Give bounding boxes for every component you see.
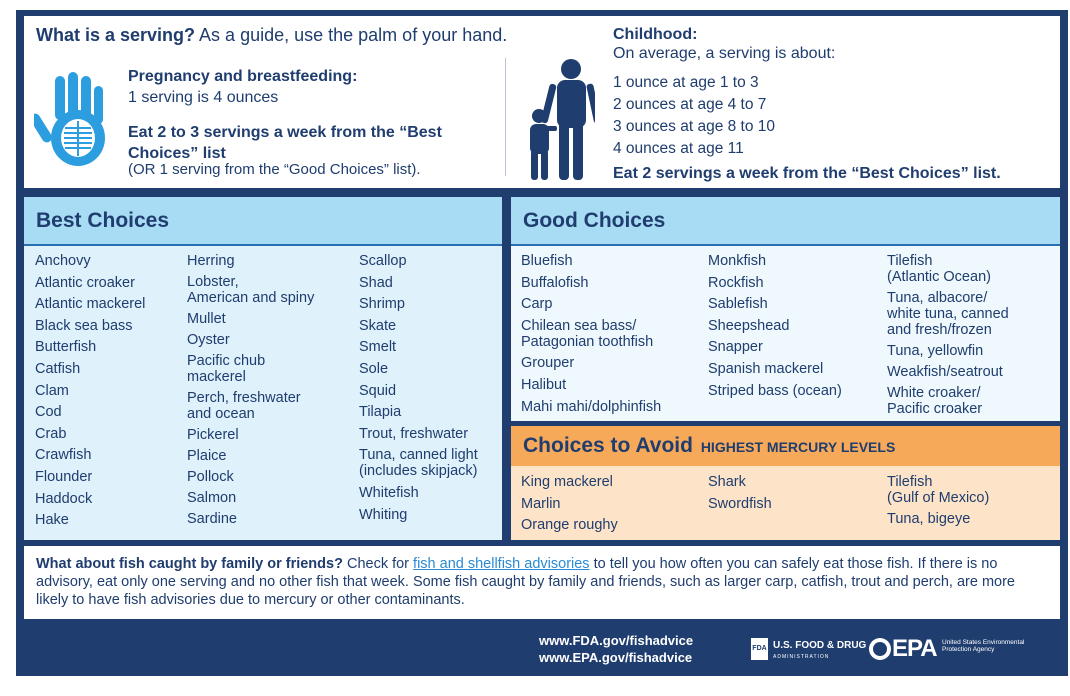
- fish-item: Swordfish: [708, 495, 772, 512]
- fish-item: Sheepshead: [708, 317, 790, 334]
- fish-item: Pacific chub mackerel: [187, 353, 266, 385]
- pregnancy-eat: Eat 2 to 3 servings a week from the “Best Choices” list: [128, 124, 442, 162]
- fish-item: Pickerel: [187, 427, 239, 443]
- childhood-age-list: [613, 72, 775, 160]
- fish-item: Sardine: [187, 511, 237, 527]
- best-col-1: [35, 253, 145, 528]
- fish-item: Shad: [359, 274, 393, 291]
- pregnancy-or-note: (OR 1 serving from the “Good Choices” list).: [128, 161, 421, 178]
- family-text-after: to tell you how often you can safely eat those fish. If there is no advisory, eat only one serving and no other fish that week. Some fish caught by family and friends, such as larger carp, catfish, trout and perch, are more likely to have fish advisories due to mercury or other contaminants.: [36, 556, 1015, 608]
- children-silhouette-icon: [519, 58, 595, 184]
- good-col-2: [708, 253, 842, 399]
- fish-item: Scallop: [359, 253, 407, 269]
- fish-item: Tilapia: [359, 404, 402, 421]
- good-col-1: [521, 253, 661, 415]
- fda-name: [773, 641, 866, 662]
- fish-item: Sole: [359, 360, 389, 377]
- best-choices-title: Best Choices: [36, 209, 170, 232]
- fish-item: Cod: [35, 404, 62, 421]
- family-paragraph: [36, 555, 1046, 609]
- fda-name-text: U.S. FOOD & DRUG: [773, 640, 867, 651]
- avoid-title-text: Choices to Avoid: [523, 434, 693, 457]
- fish-item: Mullet: [187, 311, 226, 327]
- pregnancy-serving: 1 serving is 4 ounces: [128, 89, 279, 106]
- fish-item: Lobster, American and spiny: [187, 274, 315, 306]
- fish-item: Mahi mahi/dolphinfish: [521, 398, 662, 415]
- fish-item: Black sea bass: [35, 317, 133, 334]
- fda-name-sub: ADMINISTRATION: [773, 654, 830, 660]
- fish-item: Oyster: [187, 332, 230, 348]
- fish-item: Perch, freshwater and ocean: [187, 390, 301, 422]
- fish-item: Monkfish: [708, 253, 767, 269]
- fish-item: Tilefish (Gulf of Mexico): [887, 474, 990, 506]
- fda-logo: FDA: [751, 638, 768, 660]
- hand-icon: [34, 72, 118, 168]
- fish-item: Flounder: [35, 468, 93, 485]
- best-choices-panel: [24, 197, 502, 540]
- fish-item: Tuna, albacore/ white tuna, canned and fresh/frozen: [887, 290, 1009, 338]
- fish-item: Striped bass (ocean): [708, 382, 842, 399]
- fish-item: Halibut: [521, 376, 567, 393]
- fish-item: Chilean sea bass/ Patagonian toothfish: [521, 317, 654, 350]
- avoid-col-1: [521, 474, 618, 533]
- fish-item: Weakfish/seatrout: [887, 364, 1003, 380]
- fish-item: Shrimp: [359, 296, 405, 313]
- fish-item: Hake: [35, 512, 69, 529]
- avoid-title: [523, 434, 895, 458]
- fish-item: Crab: [35, 425, 67, 442]
- age-item: 2 ounces at age 4 to 7: [613, 96, 767, 113]
- serving-heading: [36, 26, 507, 46]
- family-question: What about fish caught by family or friends?: [36, 556, 343, 572]
- fish-item: Herring: [187, 253, 235, 269]
- childhood-heading: Childhood:: [613, 26, 698, 43]
- fish-item: Atlantic mackerel: [35, 296, 146, 313]
- fish-item: Carp: [521, 296, 553, 313]
- fish-item: Crawfish: [35, 447, 92, 464]
- fish-item: Grouper: [521, 355, 575, 372]
- avoid-col-2: [708, 474, 772, 512]
- family-text-before: Check for: [342, 556, 414, 572]
- fish-item: Tuna, bigeye: [887, 511, 971, 527]
- fish-item: Bluefish: [521, 253, 573, 269]
- best-col-3: [359, 253, 478, 523]
- epa-subtitle: United States Environmental Protection Agency: [942, 639, 1025, 653]
- fish-item: Atlantic croaker: [35, 274, 135, 291]
- fish-item: Haddock: [35, 490, 93, 507]
- fish-item: Anchovy: [35, 253, 91, 269]
- section-divider: [505, 58, 506, 176]
- pregnancy-heading: Pregnancy and breastfeeding:: [128, 68, 358, 85]
- serving-guide: As a guide, use the palm of your hand.: [195, 25, 508, 45]
- fish-item: King mackerel: [521, 474, 613, 490]
- fish-item: Squid: [359, 382, 397, 399]
- avoid-panel: [511, 426, 1060, 540]
- age-item: 4 ounces at age 11: [613, 140, 744, 157]
- age-item: 1 ounce at age 1 to 3: [613, 74, 759, 91]
- fda-url-link[interactable]: www.FDA.gov/fishadvice: [539, 633, 694, 648]
- fish-item: Whiting: [359, 506, 408, 523]
- fish-item: Butterfish: [35, 339, 97, 356]
- epa-logo-text: EPA: [892, 635, 937, 662]
- fish-item: Whitefish: [359, 484, 419, 501]
- fish-item: Skate: [359, 317, 397, 334]
- good-choices-panel: [511, 197, 1060, 421]
- fish-item: Tuna, canned light (includes skipjack): [359, 447, 478, 480]
- fish-item: Smelt: [359, 339, 397, 356]
- advisories-link[interactable]: fish and shellfish advisories: [413, 556, 590, 572]
- fish-item: Rockfish: [708, 274, 764, 291]
- age-item: 3 ounces at age 8 to 10: [613, 118, 776, 135]
- fish-item: Shark: [708, 474, 746, 490]
- childhood-eat: Eat 2 servings a week from the “Best Choices” list.: [613, 165, 1001, 182]
- epa-url-link[interactable]: www.EPA.gov/fishadvice: [539, 650, 693, 665]
- fish-item: Orange roughy: [521, 517, 618, 534]
- fish-item: Buffalofish: [521, 274, 589, 291]
- avoid-col-3: [887, 474, 989, 527]
- fish-item: Tilefish (Atlantic Ocean): [887, 253, 991, 285]
- epa-logo-icon: [869, 638, 891, 660]
- good-col-3: [887, 253, 1009, 417]
- fish-item: Catfish: [35, 360, 81, 377]
- best-col-2: [187, 253, 314, 527]
- family-section: [24, 546, 1060, 619]
- fish-item: Snapper: [708, 339, 763, 356]
- fish-item: Spanish mackerel: [708, 360, 824, 377]
- serving-question: What is a serving?: [36, 25, 196, 45]
- fish-item: White croaker/ Pacific croaker: [887, 385, 983, 417]
- fish-item: Marlin: [521, 495, 561, 512]
- fish-item: Plaice: [187, 448, 227, 464]
- avoid-subtitle: HIGHEST MERCURY LEVELS: [700, 439, 896, 455]
- fish-item: Sablefish: [708, 296, 768, 313]
- fish-item: Pollock: [187, 469, 234, 485]
- childhood-subheading: On average, a serving is about:: [613, 45, 836, 62]
- good-choices-title: Good Choices: [523, 209, 666, 232]
- fish-item: Clam: [35, 382, 69, 399]
- fish-item: Trout, freshwater: [359, 425, 469, 442]
- fish-item: Salmon: [187, 490, 237, 506]
- fish-item: Tuna, yellowfin: [887, 343, 984, 359]
